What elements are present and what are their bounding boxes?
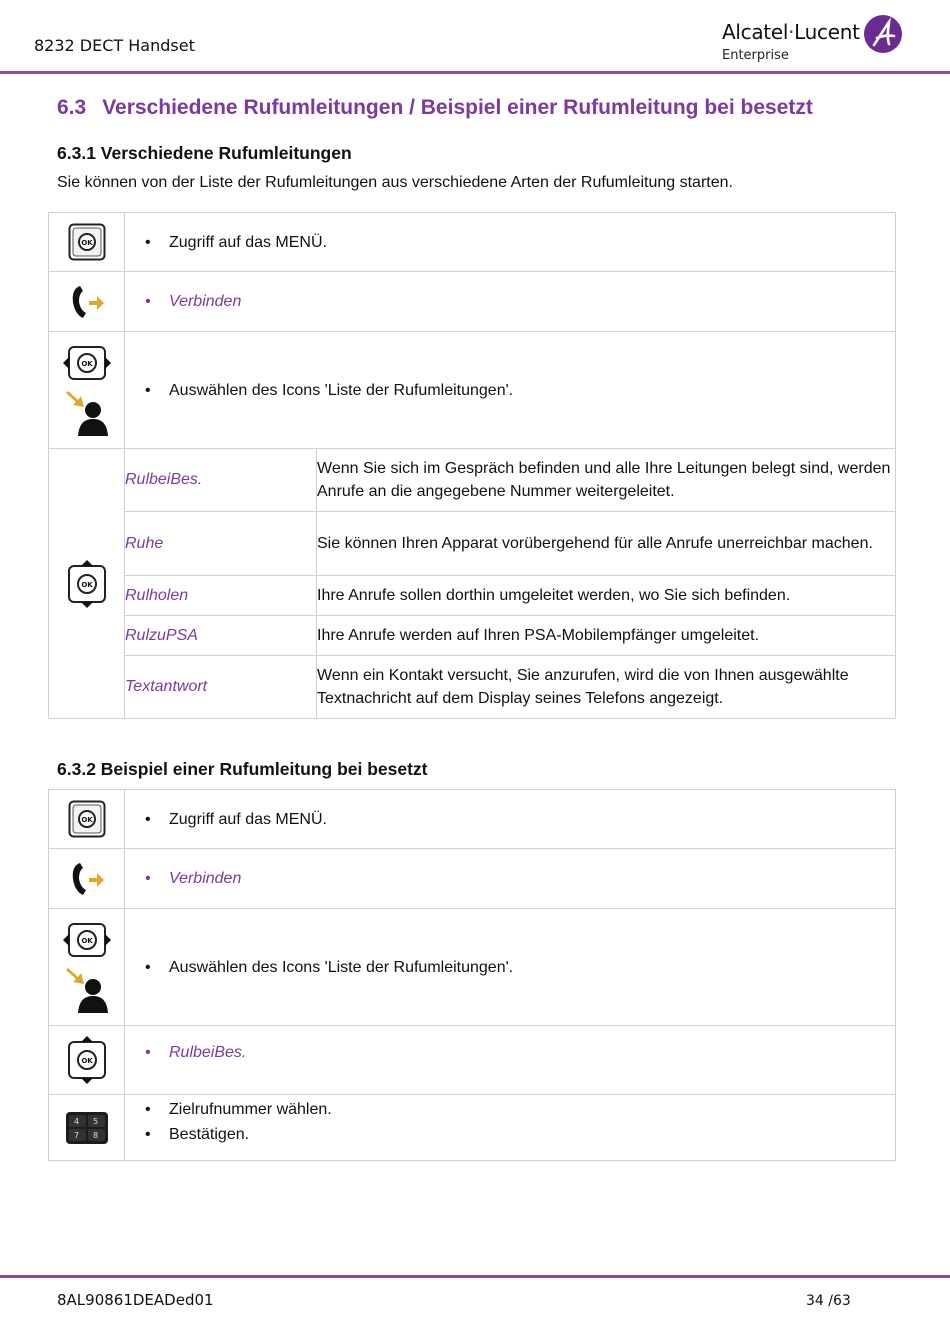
- keypad-icon: [65, 1111, 109, 1145]
- step-row: [49, 909, 896, 1026]
- option-row: [49, 449, 896, 512]
- section-heading: 6.3 Verschiedene Rufumleitungen / Beispiel einer Rufumleitung bei besetzt: [57, 96, 813, 119]
- step-icon-cell: [49, 332, 125, 449]
- step-text: • Auswählen des Icons 'Liste der Rufumleitungen'.: [169, 955, 895, 980]
- options-icon-cell: [49, 449, 125, 719]
- svg-text:5: 5: [92, 1116, 98, 1126]
- option-row: [49, 656, 896, 719]
- step-text: • RulbeiBes.: [169, 1040, 895, 1065]
- steps-table-2: [48, 789, 896, 1161]
- svg-text:OK: OK: [80, 360, 93, 368]
- option-name: RulbeiBes.: [125, 449, 317, 512]
- svg-text:OK: OK: [80, 937, 93, 945]
- option-name: RulzuPSA: [125, 616, 317, 656]
- logo-subtitle: Enterprise: [722, 48, 789, 63]
- alcatel-lucent-logo-icon: [863, 14, 903, 54]
- intro-paragraph: Sie können von der Liste der Rufumleitungen aus verschiedene Arten der Rufumleitung starten.: [57, 174, 733, 191]
- step-row: [49, 849, 896, 909]
- option-description: Ihre Anrufe werden auf Ihren PSA-Mobilempfänger umgeleitet.: [317, 616, 896, 656]
- option-description: Ihre Anrufe sollen dorthin umgeleitet werden, wo Sie sich befinden.: [317, 576, 896, 616]
- step-row: [49, 1026, 896, 1095]
- logo-wordmark: Alcatel·Lucent: [722, 20, 860, 44]
- navigator-icon: [63, 347, 111, 379]
- option-description: Wenn ein Kontakt versucht, Sie anzurufen, wird die von Ihnen ausgewählte Textnachricht auf dem Display seines Telefons angezeigt.: [317, 656, 896, 719]
- step-row: [49, 790, 896, 849]
- option-description: Sie können Ihren Apparat vorübergehend für alle Anrufe unerreichbar machen.: [317, 512, 896, 576]
- option-row: [49, 616, 896, 656]
- step-text: • Zugriff auf das MENÜ.: [169, 807, 895, 832]
- document-reference: 8AL90861DEADed01: [57, 1291, 214, 1309]
- ok-key-icon: [68, 223, 106, 261]
- navigator-forward-user-icon: [62, 917, 112, 1017]
- navigator-forward-user-icon: [62, 340, 112, 440]
- step-text: • Auswählen des Icons 'Liste der Rufumleitungen'.: [169, 378, 895, 403]
- option-row: [49, 512, 896, 576]
- navigator-icon: [63, 924, 111, 956]
- footer-rule: [0, 1275, 950, 1278]
- option-description: Wenn Sie sich im Gespräch befinden und alle Ihre Leitungen belegt sind, werden Anrufe an die angegebene Nummer weitergeleitet.: [317, 449, 896, 512]
- step-text: • Zugriff auf das MENÜ.: [169, 230, 895, 255]
- option-name: Textantwort: [125, 656, 317, 719]
- step-icon-cell: [49, 1026, 125, 1095]
- page-number: 34 /63: [806, 1293, 851, 1309]
- option-row: [49, 576, 896, 616]
- step-text: • Bestätigen.: [169, 1122, 895, 1147]
- svg-text:8: 8: [92, 1130, 98, 1140]
- step-text: • Verbinden: [169, 866, 895, 891]
- ok-key-icon: [68, 800, 106, 838]
- step-icon-cell: [49, 213, 125, 272]
- step-icon-cell: [49, 272, 125, 332]
- option-name: Ruhe: [125, 512, 317, 576]
- step-icon-cell: [49, 849, 125, 909]
- step-icon-cell: [49, 790, 125, 849]
- svg-text:OK: OK: [80, 816, 93, 824]
- step-text: • Verbinden: [169, 289, 895, 314]
- subsection-heading-2: 6.3.2 Beispiel einer Rufumleitung bei besetzt: [57, 759, 428, 779]
- svg-text:4: 4: [73, 1116, 79, 1126]
- navigator-up-down-icon: [65, 1035, 109, 1085]
- step-text: • Zielrufnummer wählen.: [169, 1097, 895, 1122]
- document-title: 8232 DECT Handset: [34, 36, 195, 55]
- svg-text:OK: OK: [80, 1057, 93, 1065]
- step-row: [49, 272, 896, 332]
- call-forward-icon: [67, 282, 107, 322]
- svg-text:OK: OK: [80, 580, 93, 589]
- subsection-heading-1: 6.3.1 Verschiedene Rufumleitungen: [57, 143, 352, 163]
- header-rule: [0, 71, 950, 74]
- svg-text:OK: OK: [80, 239, 93, 247]
- call-forward-icon: [67, 859, 107, 899]
- option-name: Rulholen: [125, 576, 317, 616]
- step-icon-cell: [49, 909, 125, 1026]
- step-row: [49, 213, 896, 272]
- steps-table-1: [48, 212, 896, 719]
- svg-text:7: 7: [73, 1130, 79, 1140]
- navigator-up-down-icon: [65, 559, 109, 609]
- company-logo: [722, 14, 907, 64]
- step-row: [49, 1095, 896, 1161]
- step-icon-cell: [49, 1095, 125, 1161]
- step-row: [49, 332, 896, 449]
